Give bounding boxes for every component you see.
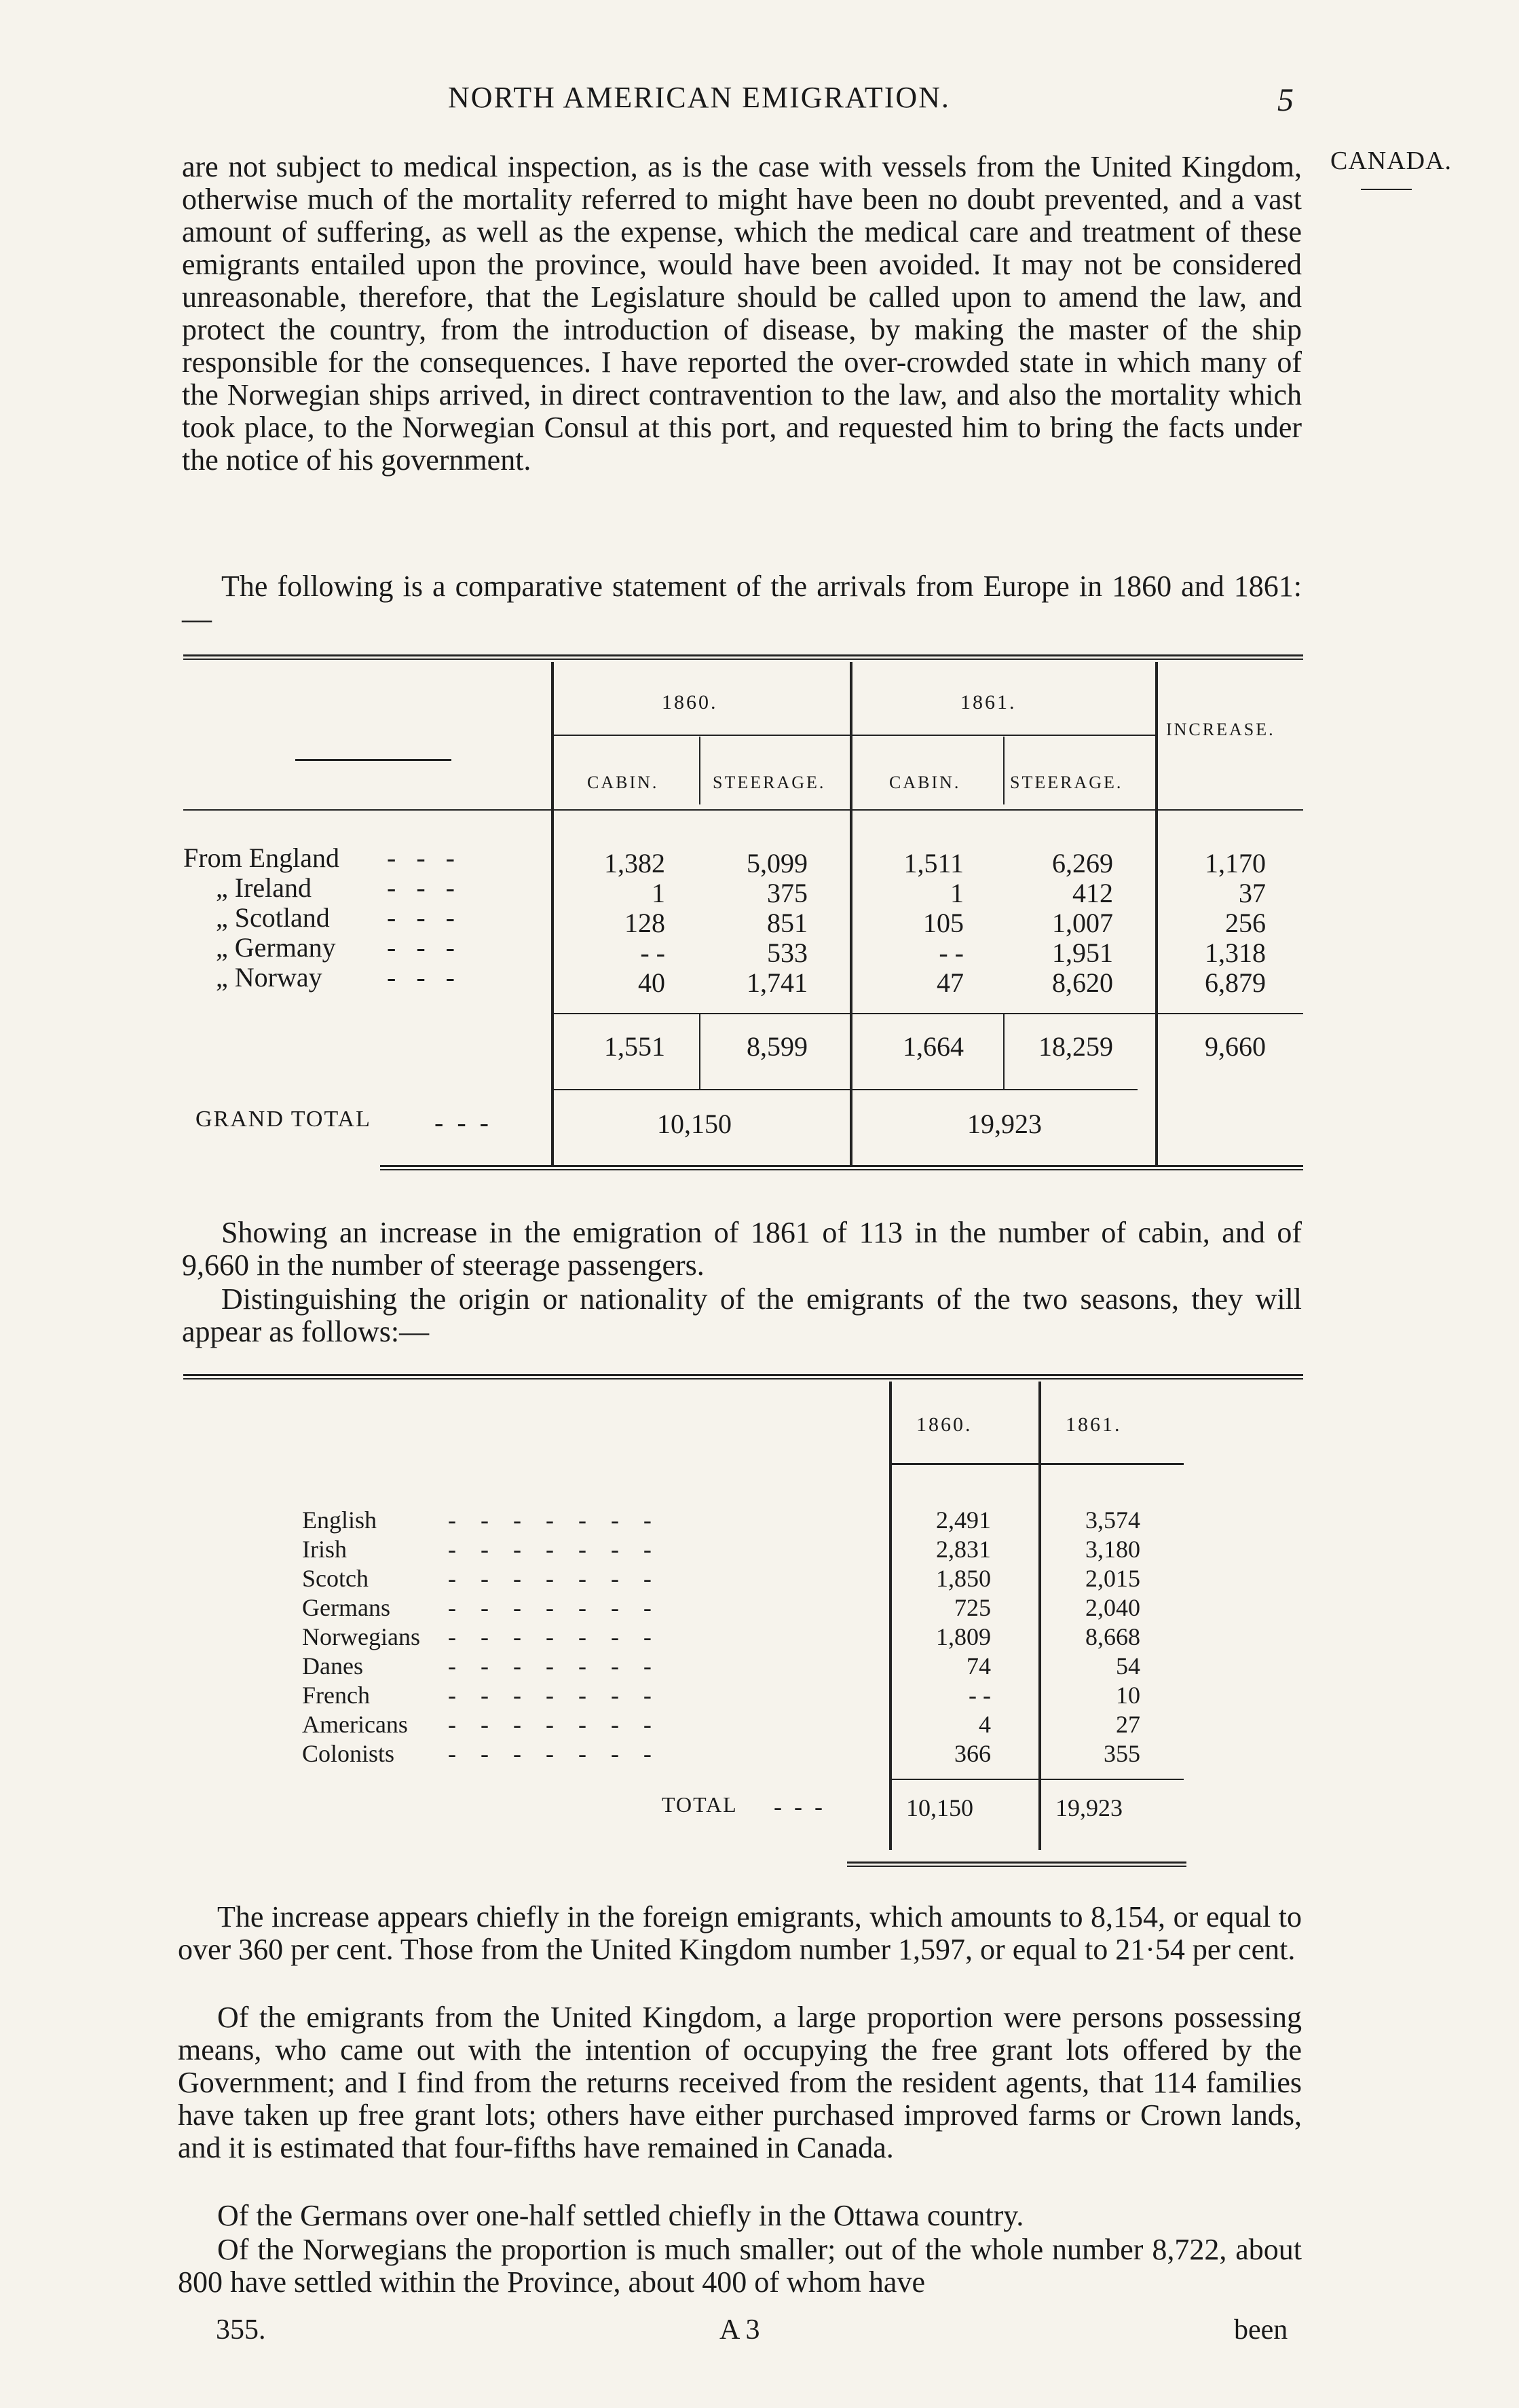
- row-label: „ Scotland: [216, 902, 330, 933]
- table-vline: [699, 737, 700, 804]
- table-top-rule-2: [183, 1378, 1303, 1379]
- table-top-rule-2: [183, 659, 1303, 660]
- table-top-rule: [183, 654, 1303, 656]
- leader-dots: - - -: [774, 1793, 823, 1820]
- header-steerage-1861: STEERAGE.: [1010, 773, 1123, 792]
- total-label: TOTAL: [662, 1792, 738, 1817]
- row-label: From England: [183, 842, 339, 873]
- row-label: Germans: [302, 1594, 390, 1621]
- leader-dots: - - -: [387, 902, 455, 933]
- leader-dots: - - -: [387, 932, 455, 963]
- row-label: Colonists: [302, 1740, 395, 1767]
- cell: 533: [767, 938, 808, 968]
- cell: 1: [652, 878, 665, 908]
- cell: 851: [767, 908, 808, 938]
- table-vline: [1155, 662, 1158, 1166]
- cell: - -: [640, 938, 665, 968]
- cell: 1,170: [1205, 848, 1266, 878]
- paragraph-8: Of the Norwegians the proportion is much smaller; out of the whole number 8,722, about 800 have settled within the Province, about 400 of whom have: [178, 2233, 1302, 2299]
- header-1860: 1860.: [916, 1413, 973, 1436]
- paragraph-7: Of the Germans over one-half settled chiefly in the Ottawa country.: [217, 2199, 1024, 2232]
- cell: 54: [1116, 1652, 1140, 1680]
- footer-left: 355.: [216, 2314, 266, 2346]
- paragraph-6: Of the emigrants from the United Kingdom, a large proportion were persons possessing means, who came out with the intention of occupying the free grant lots offered by the Government; and I find from the returns received from the resident agents, that 114 families have taken up free grant lots; others have either purchased improved farms or Crown lands, and it is estimated that four-fifths have remained in Canada.: [178, 2001, 1302, 2164]
- leader-dots: - - - - - - -: [448, 1682, 652, 1709]
- cell: 256: [1225, 908, 1266, 938]
- cell: 27: [1116, 1711, 1140, 1738]
- header-cabin-1861: CABIN.: [889, 773, 961, 792]
- grand-total-label: GRAND TOTAL: [195, 1107, 371, 1132]
- cell: 355: [1104, 1740, 1140, 1767]
- cell: 1: [950, 878, 964, 908]
- cell: 1,007: [1052, 908, 1113, 938]
- cell: 1,511: [903, 848, 964, 878]
- leader-dots: - - - - - - -: [448, 1740, 652, 1767]
- cell: 5,099: [747, 848, 808, 878]
- stub-dash: [295, 759, 451, 761]
- total-cell: 18,259: [1038, 1031, 1113, 1062]
- total-cell: 8,599: [747, 1031, 808, 1062]
- table-hline: [183, 809, 1303, 811]
- table-hline: [554, 1013, 1303, 1014]
- brace-line: [554, 1089, 850, 1090]
- leader-dots: - - -: [434, 1107, 489, 1138]
- cell: 6,269: [1052, 848, 1113, 878]
- cell: 2,015: [1085, 1565, 1140, 1592]
- brace-line: [852, 1089, 1138, 1090]
- cell: - -: [969, 1682, 991, 1709]
- cell: 40: [638, 967, 665, 998]
- leader-dots: - - - - - - -: [448, 1536, 652, 1563]
- header-increase: INCREASE.: [1166, 720, 1275, 739]
- row-label: „ Ireland: [216, 872, 312, 903]
- table-bottom-rule-2: [380, 1169, 1303, 1170]
- cell: 3,180: [1085, 1536, 1140, 1563]
- cell: 725: [954, 1594, 991, 1621]
- grand-total-1861: 19,923: [967, 1109, 1042, 1139]
- row-label: Irish: [302, 1536, 347, 1563]
- cell: 37: [1239, 878, 1266, 908]
- row-label: Scotch: [302, 1565, 369, 1592]
- total-cell: 9,660: [1205, 1031, 1266, 1062]
- cell: 47: [937, 967, 964, 998]
- table-bottom-rule: [380, 1165, 1303, 1167]
- leader-dots: - - -: [387, 842, 455, 873]
- table-top-rule: [183, 1374, 1303, 1376]
- cell: 1,318: [1205, 938, 1266, 968]
- cell: 8,620: [1052, 967, 1113, 998]
- cell: 105: [923, 908, 964, 938]
- row-label: Danes: [302, 1652, 363, 1680]
- paragraph-5: The increase appears chiefly in the foreign emigrants, which amounts to 8,154, or equal to over 360 per cent. Those from the United Kingdom number 1,597, or equal to 21·54 per cent.: [178, 1900, 1302, 1966]
- cell: 74: [967, 1652, 991, 1680]
- grand-total-1860: 10,150: [657, 1109, 732, 1139]
- cell: 2,040: [1085, 1594, 1140, 1621]
- row-label: French: [302, 1682, 370, 1709]
- cell: 1,951: [1052, 938, 1113, 968]
- leader-dots: - - - - - - -: [448, 1565, 652, 1592]
- cell: 8,668: [1085, 1623, 1140, 1650]
- cell: 1,809: [936, 1623, 991, 1650]
- leader-dots: - - - - - - -: [448, 1506, 652, 1534]
- table-hline: [892, 1779, 1184, 1780]
- table-hline: [852, 735, 1155, 736]
- cell: 1,741: [747, 967, 808, 998]
- page-number: 5: [1277, 82, 1294, 118]
- header-steerage-1860: STEERAGE.: [713, 773, 826, 792]
- header-1860: 1860.: [662, 691, 718, 714]
- margin-rule: [1361, 189, 1412, 190]
- cell: 366: [954, 1740, 991, 1767]
- row-label: „ Germany: [216, 932, 336, 963]
- paragraph-4: Distinguishing the origin or nationality of the emigrants of the two seasons, they will appear as follows:—: [182, 1282, 1302, 1348]
- cell: 10: [1116, 1682, 1140, 1709]
- table-vline: [1003, 737, 1005, 804]
- cell: 128: [624, 908, 665, 938]
- total-cell: 1,551: [604, 1031, 665, 1062]
- cell: 4: [979, 1711, 991, 1738]
- row-label: Norwegians: [302, 1623, 420, 1650]
- paragraph-2: The following is a comparative statement of the arrivals from Europe in 1860 and 1861:—: [182, 570, 1302, 635]
- total-cell: 1,664: [903, 1031, 964, 1062]
- row-label: English: [302, 1506, 377, 1534]
- paragraph-1: are not subject to medical inspection, as is the case with vessels from the United Kingdom, otherwise much of the mortality referred to might have been no doubt prevented, and a vast amount of suffering, as well as the expense, which the medical care and treatment of these emigrants entailed upon the province, would have been avoided. It may not be considered unreasonable, therefore, that the Legislature should be called upon to amend the law, and protect the country, from the introduction of disease, by making the master of the ship responsible for the consequences. I have reported the over-crowded state in which many of the Norwegian ships arrived, in direct contravention to the law, and also the mortality which took place, to the Norwegian Consul at this port, and requested him to bring the facts under the notice of his government.: [182, 150, 1302, 477]
- signature-mark: A 3: [719, 2314, 760, 2346]
- table-hline: [554, 735, 850, 736]
- header-1861: 1861.: [960, 691, 1017, 714]
- margin-note: CANADA.: [1330, 147, 1452, 175]
- leader-dots: - - - - - - -: [448, 1711, 652, 1738]
- table-bottom-rule: [847, 1861, 1186, 1864]
- paragraph-3: Showing an increase in the emigration of 1861 of 113 in the number of cabin, and of 9,660 in the number of steerage passengers.: [182, 1216, 1302, 1282]
- leader-dots: - - - - - - -: [448, 1652, 652, 1680]
- table-bottom-rule-2: [847, 1866, 1186, 1867]
- cell: 1,382: [604, 848, 665, 878]
- cell: - -: [939, 938, 964, 968]
- row-label: „ Norway: [216, 962, 322, 993]
- catchword: been: [1234, 2314, 1288, 2346]
- leader-dots: - - -: [387, 872, 455, 903]
- row-label: Americans: [302, 1711, 408, 1738]
- cell: 375: [767, 878, 808, 908]
- total-1860: 10,150: [906, 1794, 973, 1821]
- table-hline: [892, 1463, 1184, 1465]
- table-vline: [699, 1014, 700, 1089]
- header-cabin-1860: CABIN.: [587, 773, 659, 792]
- leader-dots: - - -: [387, 962, 455, 993]
- cell: 2,831: [936, 1536, 991, 1563]
- total-1861: 19,923: [1055, 1794, 1123, 1821]
- cell: 2,491: [936, 1506, 991, 1534]
- leader-dots: - - - - - - -: [448, 1623, 652, 1650]
- cell: 3,574: [1085, 1506, 1140, 1534]
- header-1861: 1861.: [1066, 1413, 1122, 1436]
- table-vline: [1003, 1014, 1005, 1089]
- running-title: NORTH AMERICAN EMIGRATION.: [448, 81, 950, 114]
- cell: 1,850: [936, 1565, 991, 1592]
- cell: 412: [1072, 878, 1113, 908]
- cell: 6,879: [1205, 967, 1266, 998]
- leader-dots: - - - - - - -: [448, 1594, 652, 1621]
